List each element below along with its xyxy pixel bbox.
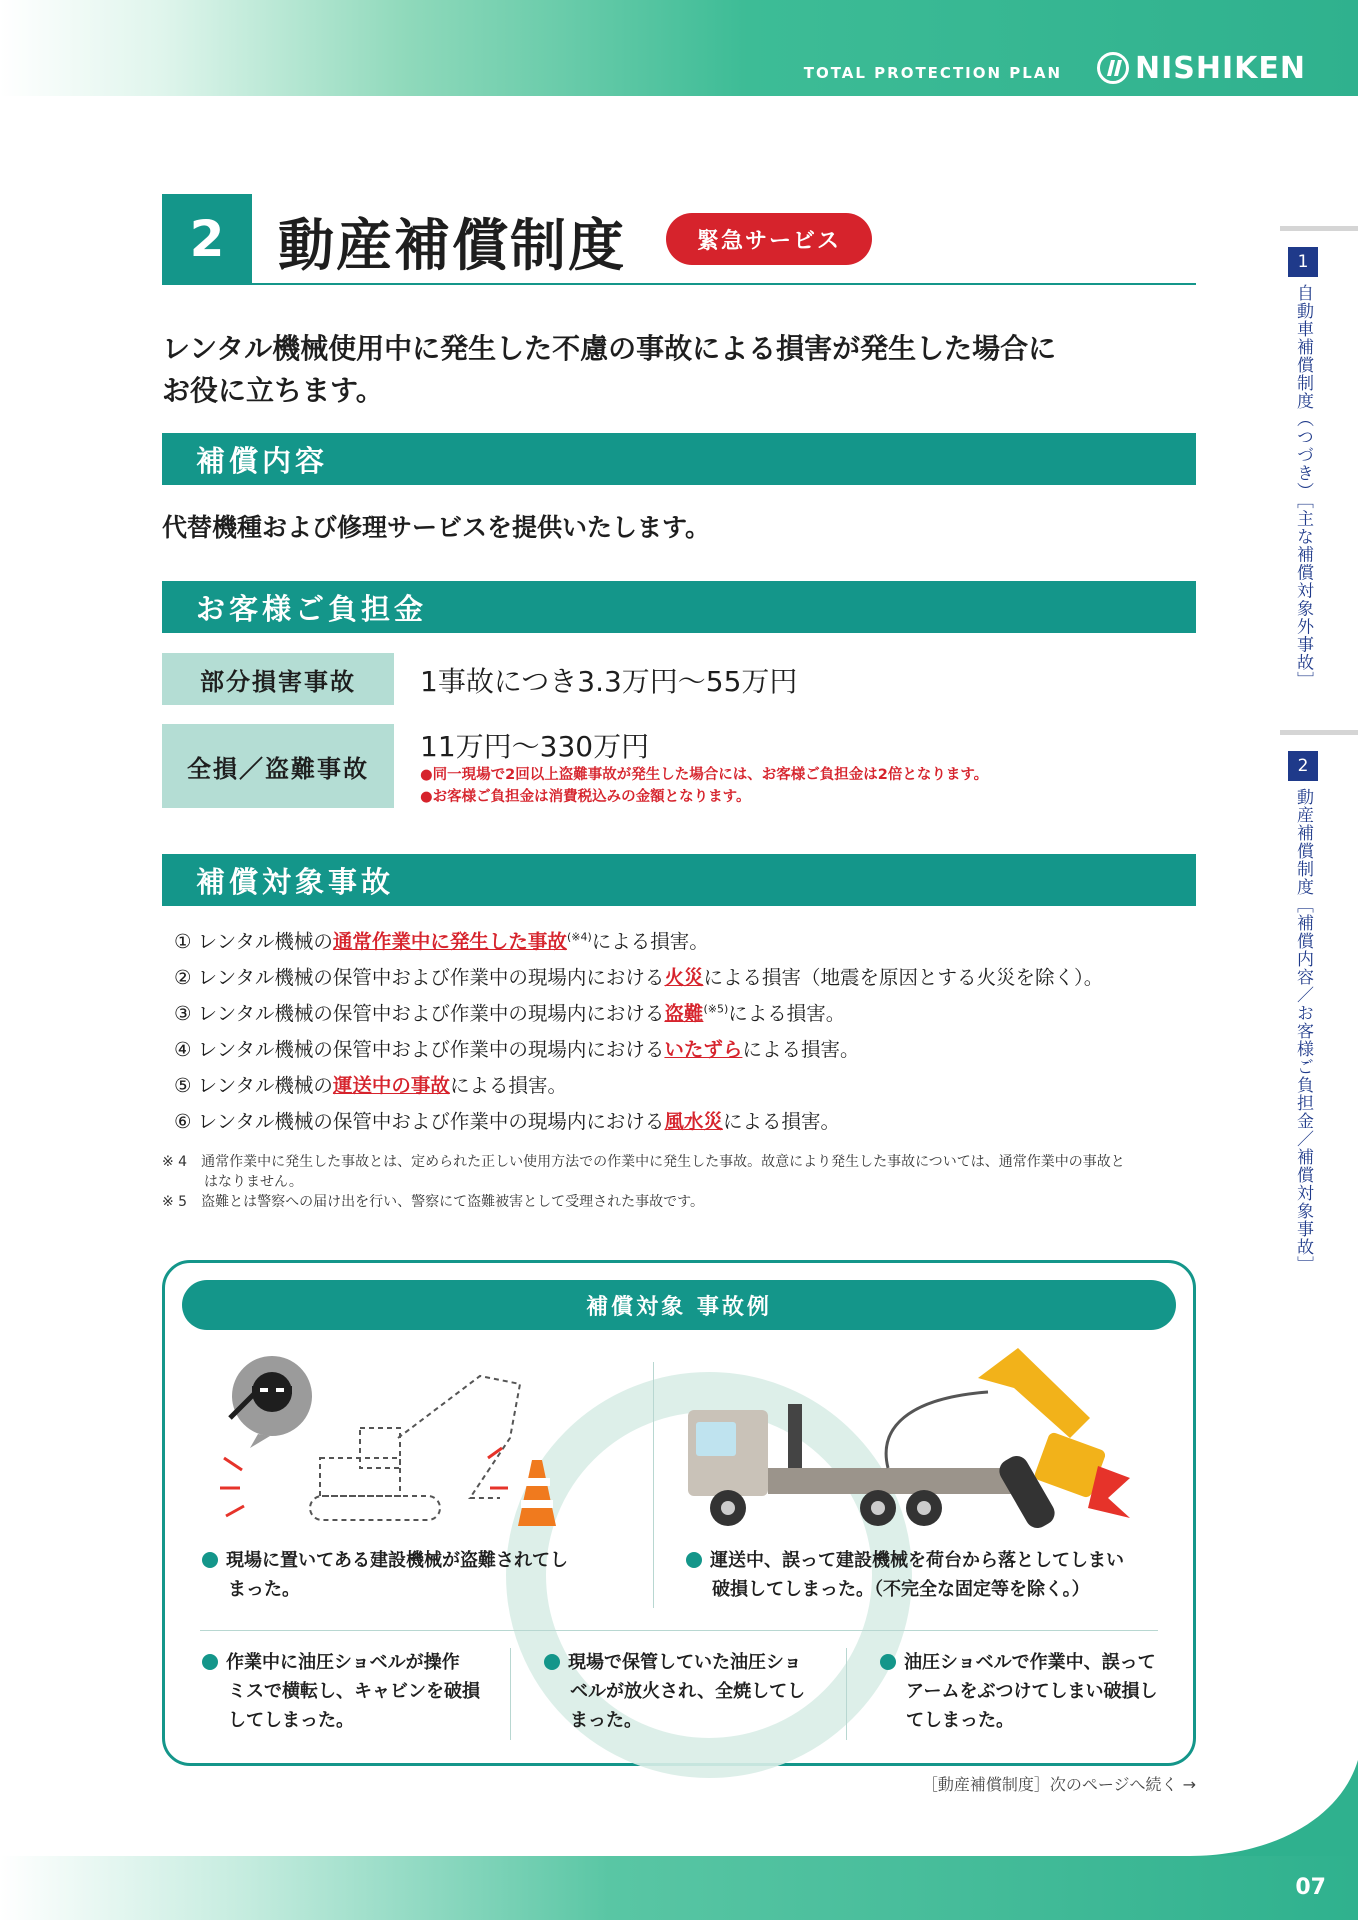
deductible-note-2: ●お客様ご負担金は消費税込みの金額となります。 [420, 789, 751, 805]
partial-damage-amount: 1事故につき3.3万円〜55万円 [420, 665, 798, 698]
lead-text [162, 328, 1162, 412]
total-loss-label: 全損／盗難事故 [162, 724, 394, 808]
plan-label: TOTAL PROTECTION PLAN [803, 64, 1062, 82]
coverage-heading: 補償内容 [162, 433, 1196, 485]
thief-icon [230, 1356, 312, 1448]
logo-text: NISHIKEN [1135, 50, 1306, 86]
example-overturn: 作業中に油圧ショベルが操作 ミスで横転し、キャビンを破損 してしまった。 [202, 1648, 480, 1735]
accident-item: ① レンタル機械の通常作業中に発生した事故$^{(※4)}$による損害。 [174, 930, 709, 953]
deductible-note-1: ●同一現場で2回以上盗難事故が発生した場合には、お客様ご負担金は2倍となります。 [420, 767, 989, 783]
accident-item: ⑤ レンタル機械の運送中の事故による損害。 [174, 1074, 567, 1097]
truck-icon [688, 1404, 1018, 1526]
deductible-heading: お客様ご負担金 [162, 581, 1196, 633]
traffic-cone-icon [518, 1460, 556, 1526]
footer-corner-curve [1190, 1760, 1358, 1856]
side-tab-number-1[interactable]: 1 [1288, 247, 1318, 277]
accident-item: ③ レンタル機械の保管中および作業中の現場内における盗難$^{(※5)}$による損害。 [174, 1002, 846, 1025]
row-divider [200, 1630, 1158, 1631]
missing-excavator-outline [310, 1376, 520, 1520]
falling-excavator-icon [978, 1348, 1130, 1532]
footnote-4: ※ 4 通常作業中に発生した事故とは、定められた正しい使用方法での作業中に発生した事故。故意により発生した事故については、通常作業中の事故と [162, 1154, 1125, 1170]
total-loss-amount: 11万円〜330万円 [420, 730, 650, 763]
side-tab-bar-2 [1280, 730, 1358, 735]
accidents-heading: 補償対象事故 [162, 854, 1196, 906]
side-tab-2[interactable]: 動産補償制度［補償内容／お客様ご負担金／補償対象事故］ [1293, 788, 1313, 1274]
side-tab-number-2[interactable]: 2 [1288, 751, 1318, 781]
example-arm-damage: 油圧ショベルで作業中、誤って アームをぶつけてしまい破損し てしまった。 [880, 1648, 1157, 1735]
logo-mark-icon [1097, 52, 1129, 84]
continue-link[interactable]: ［動産補償制度］次のページへ続く → [921, 1775, 1196, 1794]
accident-item: ④ レンタル機械の保管中および作業中の現場内におけるいたずらによる損害。 [174, 1038, 860, 1061]
page-number: 07 [1295, 1875, 1326, 1900]
coverage-text: 代替機種および修理サービスを提供いたします。 [162, 513, 711, 542]
theft-illustration [220, 1348, 580, 1538]
side-tab-bar-1 [1280, 226, 1358, 231]
side-tab-1[interactable]: 自動車補償制度（つづき）［主な補償対象外事故］ [1293, 284, 1313, 690]
example-theft: 現場に置いてある建設機械が盗難されてし まった。 [202, 1546, 568, 1604]
footnote-4-cont: はなりません。 [162, 1174, 303, 1190]
bullet-dot [544, 1654, 560, 1670]
lead-line-1: レンタル機械使用中に発生した不慮の事故による損害が発生した場合に [162, 332, 1057, 365]
bullet-dot [686, 1552, 702, 1568]
example-heading: 補償対象 事故例 [182, 1280, 1176, 1330]
title-divider [162, 283, 1196, 285]
lead-line-2: お役に立ちます。 [162, 374, 384, 407]
bottom-divider-2 [846, 1648, 847, 1740]
accident-item: ⑥ レンタル機械の保管中および作業中の現場内における風水災による損害。 [174, 1110, 840, 1133]
motion-line [886, 1392, 988, 1468]
bullet-dot [880, 1654, 896, 1670]
top-divider [653, 1362, 654, 1608]
accident-item: ② レンタル機械の保管中および作業中の現場内における火災による損害（地震を原因とする火災を除く）。 [174, 966, 1104, 989]
bullet-dot [202, 1552, 218, 1568]
section-number: 2 [162, 194, 252, 284]
example-transport: 運送中、誤って建設機械を荷台から落としてしまい 破損してしまった。（不完全な固定等を除く。） [686, 1546, 1124, 1604]
bullet-dot [202, 1654, 218, 1670]
alert-marks [220, 1448, 508, 1516]
urgent-service-badge: 緊急サービス [666, 213, 872, 265]
footer-band [0, 1856, 1358, 1920]
nishiken-logo [1097, 50, 1306, 86]
example-arson: 現場で保管していた油圧ショ ベルが放火され、全焼してし まった。 [544, 1648, 805, 1735]
footnote-5: ※ 5 盗難とは警察への届け出を行い、警察にて盗難被害として受理された事故です。 [162, 1194, 704, 1210]
bottom-divider-1 [510, 1648, 511, 1740]
partial-damage-label: 部分損害事故 [162, 653, 394, 705]
page-title: 動産補償制度 [278, 214, 626, 279]
transport-accident-illustration [678, 1348, 1138, 1538]
